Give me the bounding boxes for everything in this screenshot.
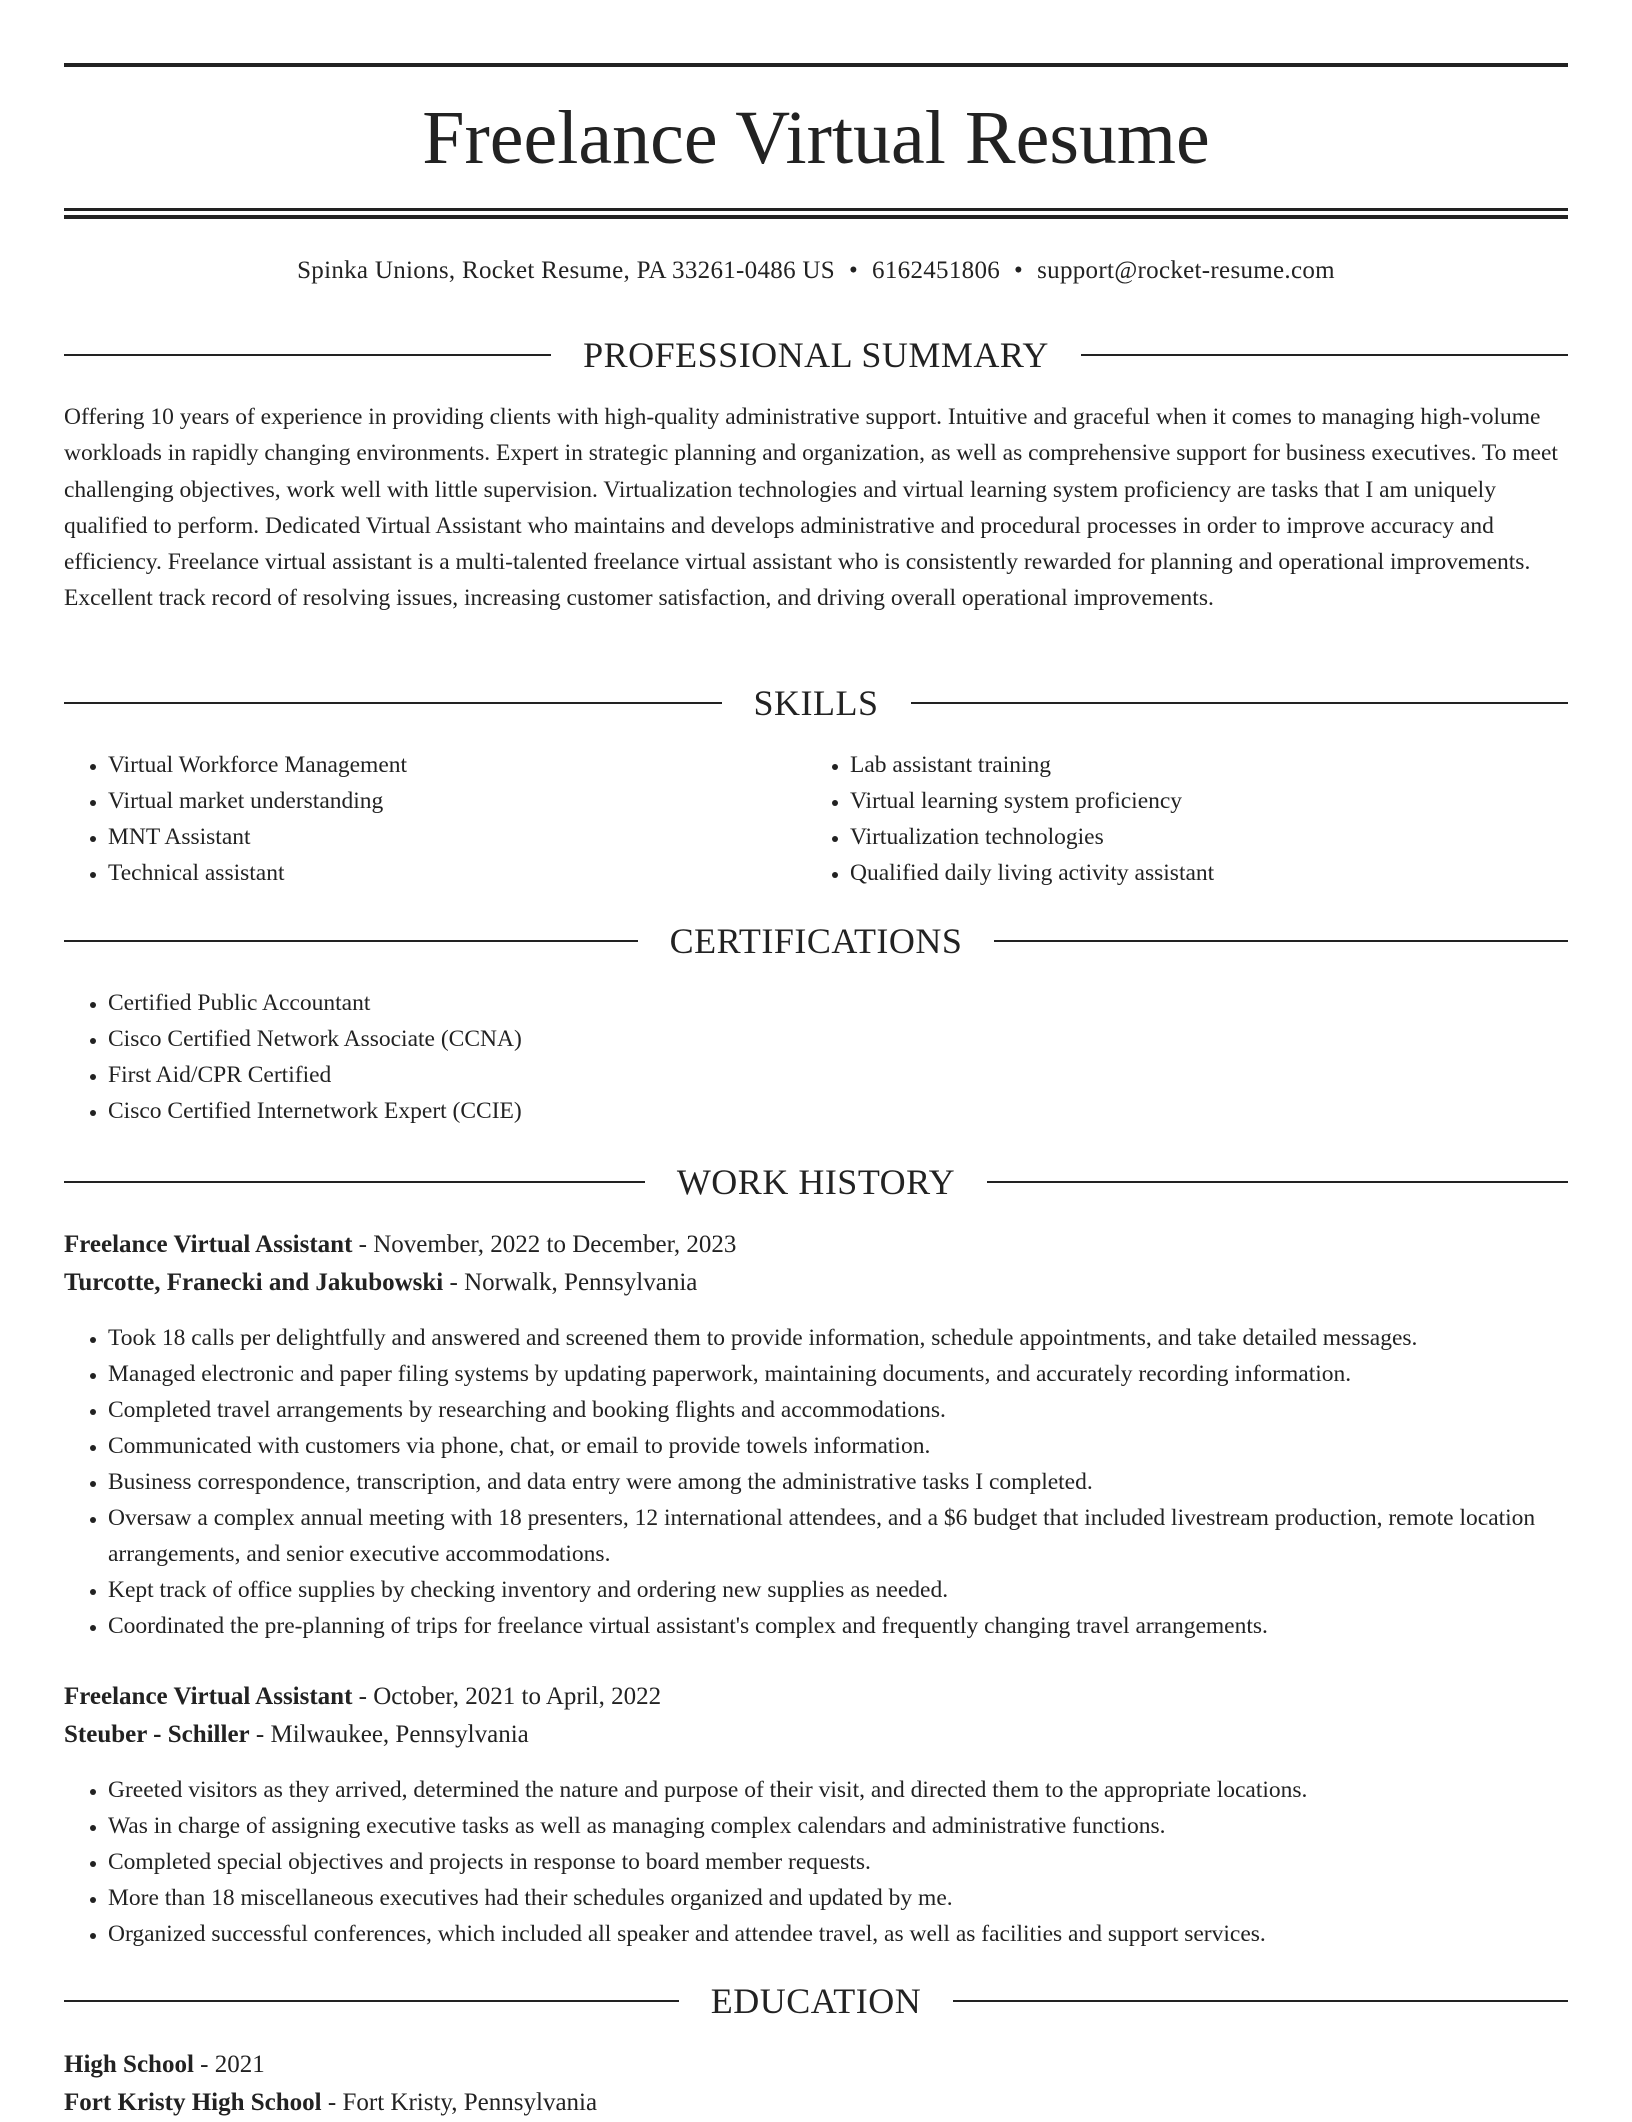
job-location: Norwalk, Pennsylvania: [464, 1269, 698, 1296]
job-responsibilities: [64, 1320, 1568, 1644]
heading-rule-left: [64, 354, 551, 356]
dash: -: [321, 2089, 343, 2116]
work-heading-label: WORK HISTORY: [676, 1162, 956, 1202]
title-rule-lower: [64, 215, 1568, 219]
education-year: 2021: [214, 2051, 265, 2078]
certification-item: • Cisco Certified Internetwork Expert (CCIE): [108, 1093, 1568, 1129]
job-location: Milwaukee, Pennsylvania: [270, 1721, 529, 1748]
contact-line: [64, 254, 1568, 288]
skill-item: • Qualified daily living activity assistant: [850, 855, 1566, 891]
contact-email: support@rocket-resume.com: [1037, 257, 1335, 284]
summary-heading-label: PROFESSIONAL SUMMARY: [583, 335, 1049, 375]
contact-separator: •: [1014, 257, 1024, 284]
education-location: Fort Kristy, Pennsylvania: [342, 2089, 598, 2116]
contact-address: Spinka Unions, Rocket Resume, PA 33261-0486 US: [297, 257, 835, 284]
certifications-list: [64, 985, 1568, 1129]
responsibility-item: • Communicated with customers via phone, chat, or email to provide towels information.: [108, 1428, 1568, 1464]
summary-heading: [64, 333, 1568, 377]
job-title-line: [64, 1678, 1568, 1716]
skill-item: • Lab assistant training: [850, 747, 1566, 783]
title-rule-upper: [64, 208, 1568, 211]
heading-rule-left: [64, 702, 722, 704]
education-degree: High School: [64, 2051, 194, 2078]
responsibility-item: • Greeted visitors as they arrived, determined the nature and purpose of their visit, and directed them to the appropriate locations.: [108, 1772, 1568, 1808]
responsibility-item: • Completed travel arrangements by researching and booking flights and accommodations.: [108, 1392, 1568, 1428]
education-school-line: [64, 2084, 1568, 2122]
skill-item: • Virtualization technologies: [850, 819, 1566, 855]
responsibility-item: • Oversaw a complex annual meeting with 18 presenters, 12 international attendees, and a $6 budget that included livestream production, remote location arrangements, and senior executive accommodations.: [108, 1500, 1568, 1572]
skill-item: • Virtual Workforce Management: [108, 747, 804, 783]
skills-heading: [64, 681, 1568, 725]
job-company-line: [64, 1716, 1568, 1754]
dash: -: [443, 1269, 465, 1296]
responsibility-item: • Managed electronic and paper filing systems by updating paperwork, maintaining documents, and accurately recording information.: [108, 1356, 1568, 1392]
dash: -: [352, 1683, 374, 1710]
skill-item: • Technical assistant: [108, 855, 804, 891]
job-company-line: [64, 1264, 1568, 1302]
heading-rule-right: [994, 940, 1568, 942]
job-title: Freelance Virtual Assistant: [64, 1683, 353, 1710]
responsibility-item: • Business correspondence, transcription, and data entry were among the administrative tasks I completed.: [108, 1464, 1568, 1500]
education-school: Fort Kristy High School: [64, 2089, 322, 2116]
heading-rule-left: [64, 2000, 679, 2002]
contact-separator: •: [848, 257, 859, 284]
responsibility-item: • Took 18 calls per delightfully and answered and screened them to provide information, schedule appointments, and take detailed messages.: [108, 1320, 1568, 1356]
heading-rule-right: [987, 1181, 1568, 1183]
dash: -: [249, 1721, 271, 1748]
job-company: Turcotte, Franecki and Jakubowski: [64, 1269, 444, 1296]
certification-item: • First Aid/CPR Certified: [108, 1057, 1568, 1093]
education-heading-label: EDUCATION: [710, 1981, 922, 2021]
education-heading: [64, 1979, 1568, 2023]
summary-text: Offering 10 years of experience in providing clients with high-quality administrative support. Intuitive and graceful when it comes to managing high-volume workloads in rapidly changing environments. Expert in strategic planning and organization, as well as comprehensive support for business executives. To meet challenging objectives, work well with little supervision. Virtualization technologies and virtual learning system proficiency are tasks that I am uniquely qualified to perform. Dedicated Virtual Assistant who maintains and develops administrative and procedural processes in order to improve accuracy and efficiency. Freelance virtual assistant is a multi-talented freelance virtual assistant who is consistently rewarded for planning and operational improvements. Excellent track record of resolving issues, increasing customer satisfaction, and driving overall operational improvements.: [64, 404, 1558, 612]
heading-rule-right: [953, 2000, 1568, 2002]
heading-rule-right: [911, 702, 1569, 704]
top-rule: [64, 63, 1568, 67]
responsibility-item: • More than 18 miscellaneous executives had their schedules organized and updated by me.: [108, 1880, 1568, 1916]
job-title: Freelance Virtual Assistant: [64, 1231, 353, 1258]
job-title-line: [64, 1226, 1568, 1264]
responsibility-item: • Completed special objectives and projects in response to board member requests.: [108, 1844, 1568, 1880]
contact-phone: 6162451806: [872, 257, 1001, 284]
certification-item: • Certified Public Accountant: [108, 985, 1568, 1021]
job-company: Steuber - Schiller: [64, 1721, 250, 1748]
responsibility-item: • Coordinated the pre-planning of trips for freelance virtual assistant's complex and frequently changing travel arrangements.: [108, 1608, 1568, 1644]
skill-item: • Virtual market understanding: [108, 783, 804, 819]
job-responsibilities: [64, 1772, 1568, 1952]
dash: -: [352, 1231, 374, 1258]
responsibility-item: • Kept track of office supplies by checking inventory and ordering new supplies as needed.: [108, 1572, 1568, 1608]
responsibility-item: • Was in charge of assigning executive tasks as well as managing complex calendars and administrative functions.: [108, 1808, 1568, 1844]
heading-rule-left: [64, 940, 638, 942]
skill-item: • Virtual learning system proficiency: [850, 783, 1566, 819]
resume-title: Freelance Virtual Resume: [422, 96, 1210, 180]
responsibility-item: • Organized successful conferences, which included all speaker and attendee travel, as well as facilities and support services.: [108, 1916, 1568, 1952]
job-dates: November, 2022 to December, 2023: [373, 1231, 737, 1258]
dash: -: [193, 2051, 215, 2078]
skill-item: • MNT Assistant: [108, 819, 804, 855]
certification-item: • Cisco Certified Network Associate (CCNA): [108, 1021, 1568, 1057]
skills-heading-label: SKILLS: [753, 683, 879, 723]
skills-column-left: [64, 747, 804, 891]
certifications-heading: [64, 919, 1568, 963]
education-degree-line: [64, 2046, 1568, 2084]
job-dates: October, 2021 to April, 2022: [373, 1683, 662, 1710]
work-heading: [64, 1160, 1568, 1204]
skills-column-right: [806, 747, 1566, 891]
heading-rule-right: [1081, 354, 1568, 356]
certifications-heading-label: CERTIFICATIONS: [669, 921, 963, 961]
heading-rule-left: [64, 1181, 645, 1183]
